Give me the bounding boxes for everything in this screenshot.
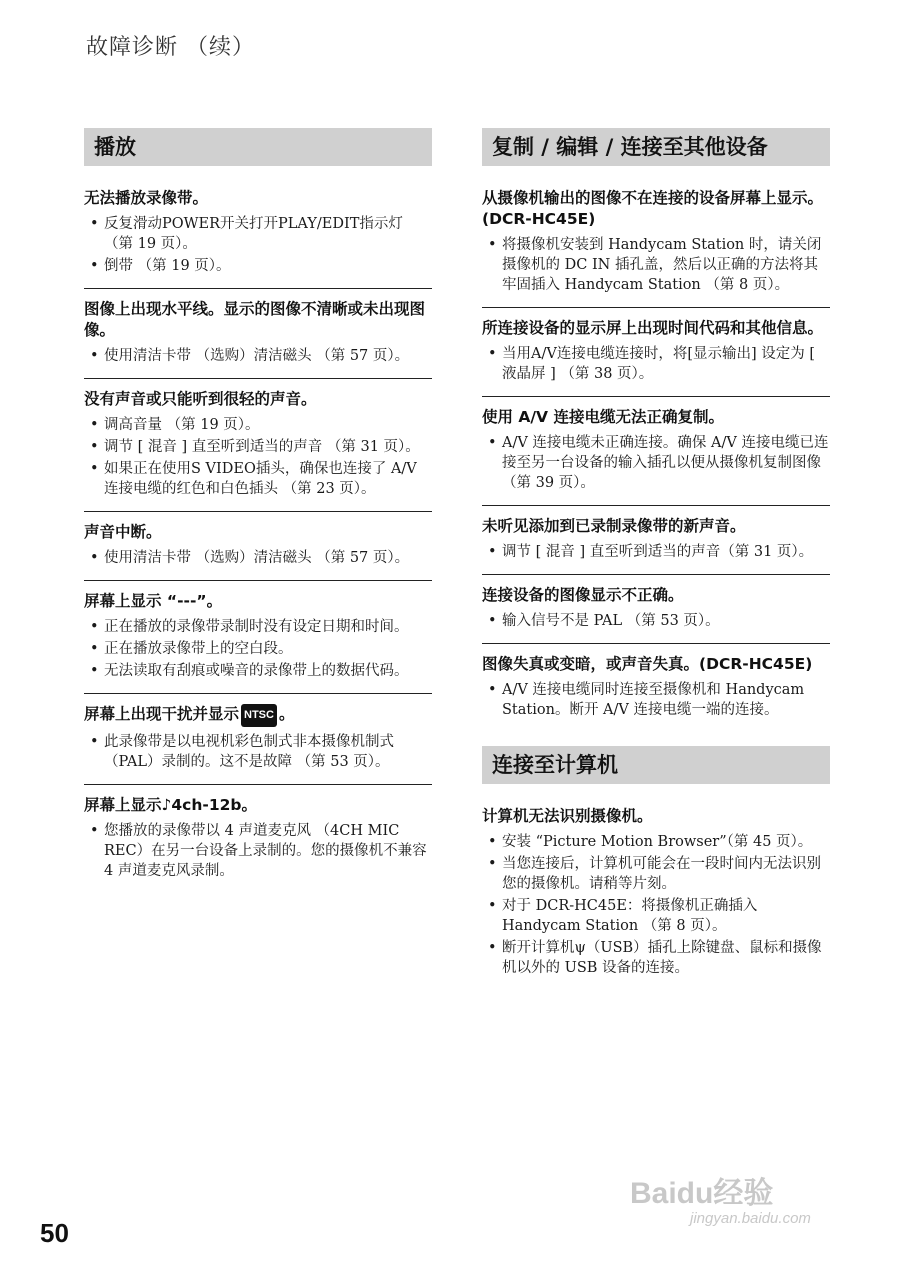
issue-block: [84, 379, 432, 512]
bullet-icon: •: [90, 417, 99, 433]
issue-title: [482, 585, 830, 606]
issue-items: [84, 214, 432, 276]
list-item: [482, 235, 830, 295]
issue-title: [84, 188, 432, 209]
issue-block: [84, 581, 432, 694]
issue-items: [482, 680, 830, 720]
issue-title: [84, 299, 432, 341]
list-item-text: 输入信号不是 PAL （第 53 页）。: [502, 613, 720, 629]
issue-items: [84, 548, 432, 568]
issue-title: [482, 318, 830, 339]
list-item-text: 当您连接后，计算机可能会在一段时间内无法识别您的摄像机。请稍等片刻。: [502, 856, 821, 892]
issue-title: [482, 654, 830, 675]
list-item-text: 倒带 （第 19 页）。: [104, 258, 231, 274]
issue-title-text: 声音中断。: [84, 523, 162, 541]
issue-title: [84, 591, 432, 612]
issue-title-text: 屏幕上显示 “---”。: [84, 592, 223, 610]
list-item-text: 无法读取有刮痕或噪音的录像带上的数据代码。: [104, 663, 409, 679]
issue-title: [482, 407, 830, 428]
list-item: [482, 896, 830, 936]
ntsc-icon: NTSC: [241, 704, 277, 727]
bullet-icon: •: [90, 663, 99, 679]
bullet-icon: •: [90, 461, 99, 477]
issue-block: [84, 694, 432, 785]
copy-edit-issues: [482, 178, 830, 732]
bullet-icon: •: [90, 823, 99, 839]
issue-items: [482, 235, 830, 295]
list-item-text: 正在播放的录像带录制时没有设定日期和时间。: [104, 619, 409, 635]
list-item-text: 当用A/V连接电缆连接时，将[显示输出] 设定为 [ 液晶屏 ] （第 38 页）。: [502, 346, 816, 382]
list-item: [482, 854, 830, 894]
bullet-icon: •: [90, 641, 99, 657]
bullet-icon: •: [90, 619, 99, 635]
issue-title-text: 无法播放录像带。: [84, 189, 209, 207]
list-item-text: 调高音量 （第 19 页）。: [104, 417, 260, 433]
section-title-playback: 播放: [84, 128, 432, 166]
section-title-copy-edit: 复制 / 编辑 / 连接至其他设备: [482, 128, 830, 166]
list-item: [84, 548, 432, 568]
list-item: [482, 433, 830, 493]
issue-title-text: 所连接设备的显示屏上出现时间代码和其他信息。: [482, 319, 824, 337]
list-item-text: 调节 [ 混音 ] 直至听到适当的声音 （第 31 页）。: [104, 439, 420, 455]
list-item: [84, 256, 432, 276]
issue-title-text: 未听见添加到已录制录像带的新声音。: [482, 517, 746, 535]
bullet-icon: •: [90, 550, 99, 566]
issue-block: [482, 178, 830, 308]
list-item: [482, 611, 830, 631]
list-item-text: 此录像带是以电视机彩色制式非本摄像机制式 （PAL）录制的。这不是故障 （第 53 页）。: [104, 734, 394, 770]
list-item: [84, 732, 432, 772]
issue-block: [482, 308, 830, 397]
issue-title-text: 使用 A/V 连接电缆无法正确复制。: [482, 408, 724, 426]
issue-title-text: 屏幕上显示♪4ch-12b。: [84, 796, 257, 814]
issue-title: [84, 522, 432, 543]
issue-items: [482, 433, 830, 493]
issue-title-text: 从摄像机输出的图像不在连接的设备屏幕上显示。(DCR-HC45E): [482, 189, 824, 228]
bullet-icon: •: [488, 856, 497, 872]
list-item-text: 正在播放录像带上的空白段。: [104, 641, 293, 657]
list-item: [482, 832, 830, 852]
bullet-icon: •: [488, 237, 497, 253]
bullet-icon: •: [488, 940, 497, 956]
issue-block: [482, 506, 830, 575]
issue-items: [84, 732, 432, 772]
list-item: [482, 680, 830, 720]
page-header: 故障诊断 （续）: [86, 35, 255, 60]
list-item-text: 使用清洁卡带 （选购）清洁磁头 （第 57 页）。: [104, 550, 410, 566]
issue-items: [84, 617, 432, 681]
bullet-icon: •: [488, 613, 497, 629]
list-item: [482, 938, 830, 978]
list-item: [84, 459, 432, 499]
issue-block: [482, 644, 830, 732]
section-title-computer: 连接至计算机: [482, 746, 830, 784]
list-item: [482, 344, 830, 384]
issue-block: [482, 397, 830, 506]
playback-issues: [84, 178, 432, 893]
list-item-text: 安装 “Picture Motion Browser”（第 45 页）。: [502, 834, 813, 850]
bullet-icon: •: [90, 734, 99, 750]
issue-title: [482, 806, 830, 827]
bullet-icon: •: [90, 348, 99, 364]
issue-title: [482, 516, 830, 537]
list-item: [84, 639, 432, 659]
issue-title-text: 图像上出现水平线。显示的图像不清晰或未出现图像。: [84, 300, 426, 339]
issue-items: [482, 832, 830, 978]
issue-title-text: 没有声音或只能听到很轻的声音。: [84, 390, 317, 408]
issue-block: [84, 289, 432, 379]
watermark-logo: Baidu经验: [630, 1177, 774, 1210]
left-column: [84, 128, 432, 893]
issue-items: [84, 821, 432, 881]
issue-items: [84, 346, 432, 366]
issue-block: [84, 785, 432, 893]
list-item-text: 如果正在使用S VIDEO插头，确保也连接了 A/V 连接电缆的红色和白色插头 （第 23 页）。: [104, 461, 417, 497]
bullet-icon: •: [488, 435, 497, 451]
issue-items: [482, 344, 830, 384]
issue-title-text: 图像失真或变暗，或声音失真。(DCR-HC45E): [482, 655, 813, 673]
list-item-text: A/V 连接电缆未正确连接。确保 A/V 连接电缆已连接至另一台设备的输入插孔以便从摄像机复制图像 （第 39 页）。: [502, 435, 829, 491]
bullet-icon: •: [488, 346, 497, 362]
issue-title: [84, 795, 432, 816]
watermark-url: jingyan.baidu.com: [690, 1210, 811, 1227]
list-item-text: 反复滑动POWER开关打开PLAY/EDIT指示灯 （第 19 页）。: [104, 216, 403, 252]
issue-title: [482, 188, 830, 230]
issue-title: [84, 704, 432, 727]
right-column: [482, 128, 830, 990]
list-item-text: A/V 连接电缆同时连接至摄像机和 Handycam Station。断开 A/V 连接电缆一端的连接。: [502, 682, 805, 718]
computer-issues: [482, 796, 830, 990]
list-item-text: 使用清洁卡带 （选购）清洁磁头 （第 57 页）。: [104, 348, 410, 364]
bullet-icon: •: [90, 258, 99, 274]
issue-title-text: 连接设备的图像显示不正确。: [482, 586, 684, 604]
issue-title-text: 计算机无法识别摄像机。: [482, 807, 653, 825]
issue-block: [482, 575, 830, 644]
list-item: [482, 542, 830, 562]
list-item: [84, 214, 432, 254]
list-item-text: 断开计算机ψ（USB）插孔上除键盘、鼠标和摄像机以外的 USB 设备的连接。: [502, 940, 822, 976]
list-item: [84, 346, 432, 366]
list-item: [84, 661, 432, 681]
issue-items: [482, 542, 830, 562]
bullet-icon: •: [90, 216, 99, 232]
bullet-icon: •: [90, 439, 99, 455]
page-number: 50: [40, 1218, 69, 1248]
issue-block: [84, 512, 432, 581]
issue-title-suffix: 。: [278, 705, 295, 723]
bullet-icon: •: [488, 898, 497, 914]
bullet-icon: •: [488, 544, 497, 560]
issue-title: [84, 389, 432, 410]
bullet-icon: •: [488, 682, 497, 698]
list-item-text: 将摄像机安装到 Handycam Station 时，请关闭摄像机的 DC IN 插孔盖，然后以正确的方法将其牢固插入 Handycam Station （第 8 页）。: [502, 237, 822, 293]
bullet-icon: •: [488, 834, 497, 850]
list-item-text: 对于 DCR-HC45E：将摄像机正确插入 Handycam Station （第 8 页）。: [502, 898, 758, 934]
list-item: [84, 617, 432, 637]
list-item-text: 调节 [ 混音 ] 直至听到适当的声音（第 31 页）。: [502, 544, 814, 560]
issue-block: [84, 178, 432, 289]
issue-title-text: 屏幕上出现干扰并显示: [84, 705, 240, 723]
list-item: [84, 821, 432, 881]
list-item: [84, 415, 432, 435]
issue-items: [84, 415, 432, 499]
issue-items: [482, 611, 830, 631]
list-item-text: 您播放的录像带以 4 声道麦克风 （4CH MIC REC）在另一台设备上录制的。您的摄像机不兼容 4 声道麦克风录制。: [104, 823, 427, 879]
issue-block: [482, 796, 830, 990]
list-item: [84, 437, 432, 457]
